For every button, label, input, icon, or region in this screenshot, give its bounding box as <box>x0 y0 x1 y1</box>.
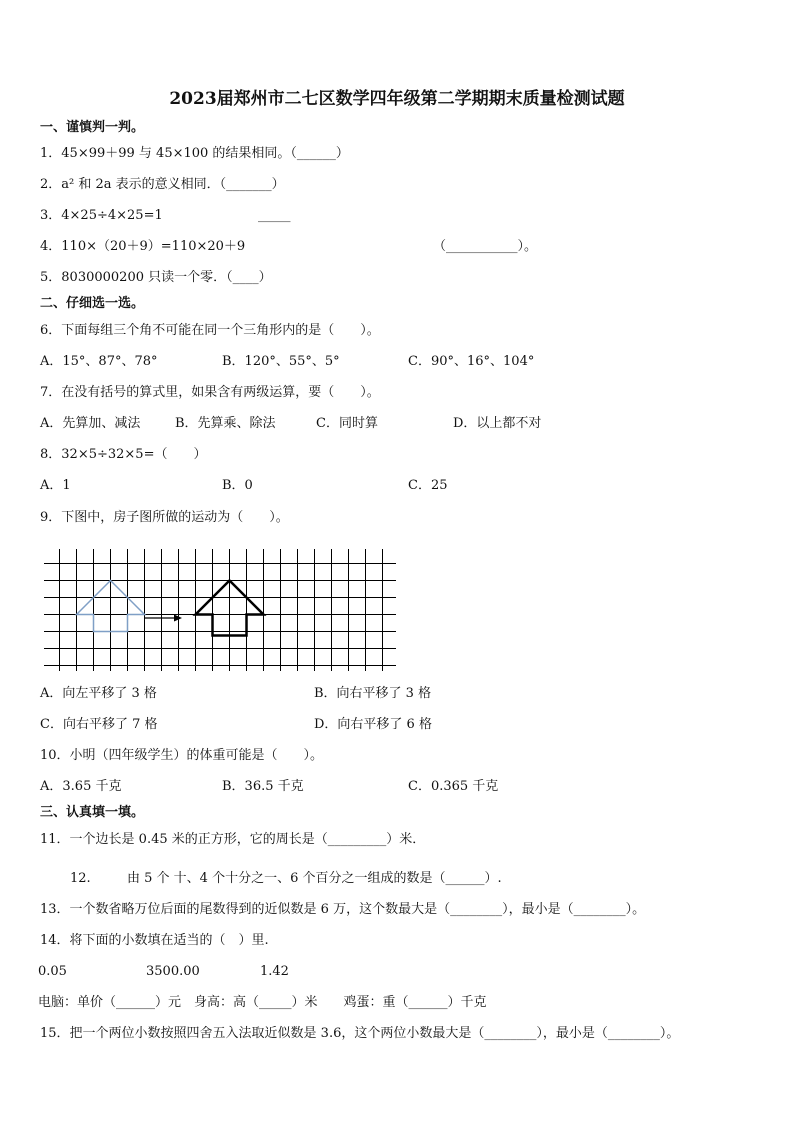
question-14: 14．将下面的小数填在适当的（ ）里. <box>40 933 269 948</box>
question-6-option-c: C．90°、16°、104° <box>408 354 535 369</box>
section-heading-choice: 二、仔细选一选。 <box>40 296 145 311</box>
section-heading-judgement: 一、谨慎判一判。 <box>40 120 145 135</box>
page-title: 2023届郑州市二七区数学四年级第二学期期末质量检测试题 <box>169 89 625 109</box>
question-6-option-b: B．120°、55°、5° <box>222 354 340 369</box>
question-12: 由 5 个 十、4 个十分之一、6 个百分之一组成的数是（______）. <box>127 871 502 886</box>
question-1: 1．45×99＋99 与 45×100 的结果相同。（______） <box>40 146 349 161</box>
section-heading-fill: 三、认真填一填。 <box>40 805 145 820</box>
question-7-option-b: B．先算乘、除法 <box>175 416 276 431</box>
question-14-value-3: 1.42 <box>260 964 289 979</box>
question-14-value-1: 0.05 <box>38 964 67 979</box>
question-9-option-a: A．向左平移了 3 格 <box>40 686 157 701</box>
question-6-option-a: A．15°、87°、78° <box>40 354 158 369</box>
question-14-value-2: 3500.00 <box>146 964 200 979</box>
question-8-option-a: A．1 <box>40 478 71 493</box>
question-7-option-d: D．以上都不对 <box>453 416 542 431</box>
question-7-option-c: C．同时算 <box>316 416 378 431</box>
question-6: 6．下面每组三个角不可能在同一个三角形内的是（ ）。 <box>40 323 380 338</box>
question-15: 15．把一个两位小数按照四舍五入法取近似数是 3.6，这个两位小数最大是（________），最小是（________）。 <box>40 1026 680 1041</box>
translation-grid-figure <box>40 547 400 677</box>
question-9-option-d: D．向右平移了 6 格 <box>314 717 432 732</box>
question-14-fill-line: 电脑：单价（______）元 身高：高（_____）米 鸡蛋：重（______）千克 <box>38 995 487 1010</box>
question-2: 2．a² 和 2a 表示的意义相同．（_______） <box>40 177 285 192</box>
question-8: 8．32×5÷32×5=（ ） <box>40 447 207 462</box>
question-13: 13．一个数省略万位后面的尾数得到的近似数是 6 万，这个数最大是（________），最小是（________）。 <box>40 902 646 917</box>
question-11: 11．一个边长是 0.45 米的正方形，它的周长是（_________）米． <box>40 832 426 847</box>
question-5: 5．8030000200 只读一个零．（____） <box>40 270 272 285</box>
question-3-blank: _____ <box>258 208 291 223</box>
grid-lines <box>44 549 396 671</box>
question-3: 3．4×25÷4×25=1 <box>40 208 163 223</box>
question-4: 4．110×（20＋9）=110×20＋9 <box>40 239 246 254</box>
question-9: 9．下图中，房子图所做的运动为（ ）。 <box>40 510 289 525</box>
question-9-option-c: C．向右平移了 7 格 <box>40 717 158 732</box>
question-7-option-a: A．先算加、减法 <box>40 416 141 431</box>
question-8-option-b: B．0 <box>222 478 253 493</box>
question-10-option-a: A．3.65 千克 <box>40 779 122 794</box>
question-10: 10．小明（四年级学生）的体重可能是（ ）。 <box>40 748 324 763</box>
question-7: 7．在没有括号的算式里，如果含有两级运算，要（ ）。 <box>40 385 380 400</box>
question-8-option-c: C．25 <box>408 478 448 493</box>
question-4-blank: （___________）。 <box>433 239 538 254</box>
question-9-option-b: B．向右平移了 3 格 <box>314 686 432 701</box>
question-10-option-b: B．36.5 千克 <box>222 779 304 794</box>
question-12-number: 12. <box>70 871 91 886</box>
question-10-option-c: C．0.365 千克 <box>408 779 499 794</box>
